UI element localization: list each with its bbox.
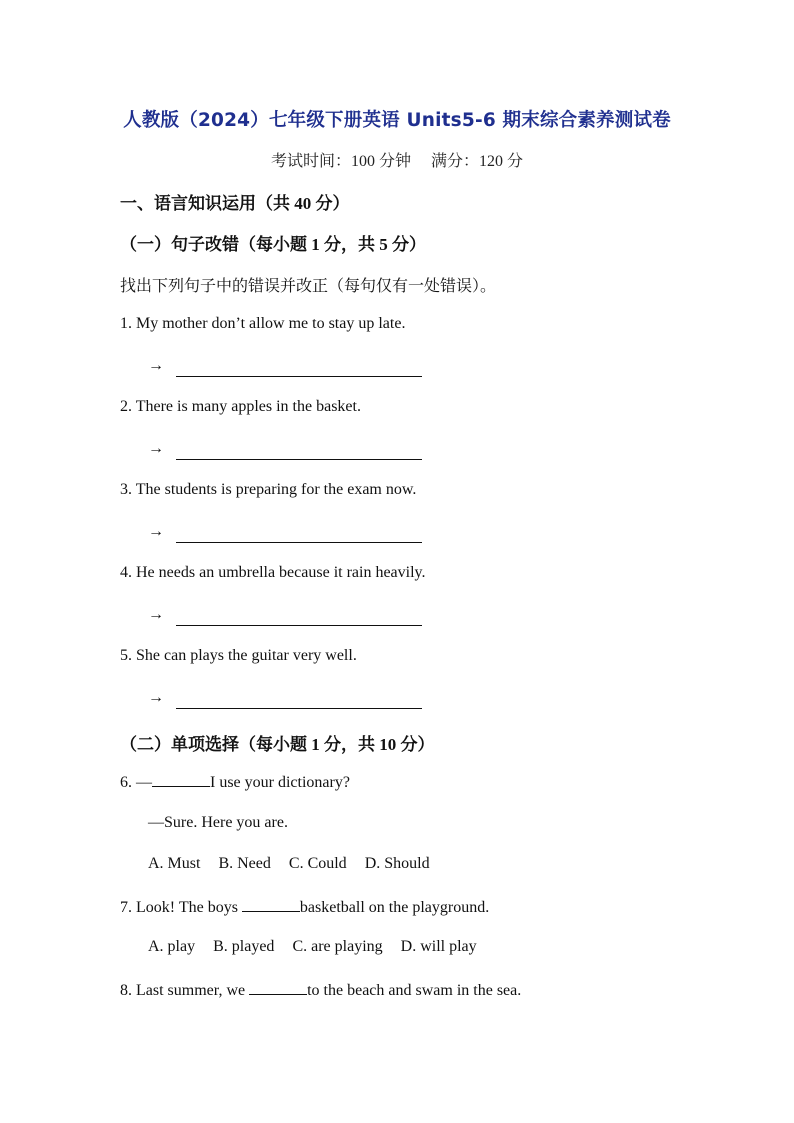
question-5: 5. She can plays the guitar very well. [120,647,357,664]
question-6-suffix: I use your dictionary? [210,774,350,791]
question-2: 2. There is many apples in the basket. [120,398,361,415]
question-7-prefix: 7. Look! The boys [120,899,242,916]
question-7 [120,897,489,917]
question-7-blank[interactable] [242,897,300,912]
section-heading-sentence-correction: （一）句子改错（每小题 1 分，共 5 分） [120,235,426,254]
arrow-icon: → [148,357,164,374]
question-3: 3. The students is preparing for the exam now. [120,481,417,498]
part-heading: 一、语言知识运用（共 40 分） [120,194,350,213]
question-8-suffix: to the beach and swam in the sea. [307,982,522,999]
arrow-icon: → [148,606,164,623]
section-heading-multiple-choice: （二）单项选择（每小题 1 分，共 10 分） [120,735,435,754]
answer-blank[interactable] [176,625,422,626]
option-a[interactable]: A. play [148,938,196,955]
answer-line-1[interactable] [148,357,438,381]
question-6-options [148,855,448,873]
arrow-icon: → [148,440,164,457]
question-8-blank[interactable] [249,980,307,995]
option-b[interactable]: B. played [213,938,275,955]
option-c[interactable]: C. Could [288,855,347,872]
answer-line-2[interactable] [148,440,438,464]
option-d[interactable]: D. Should [364,855,430,872]
option-c[interactable]: C. are playing [292,938,383,955]
exam-title: 人教版（2024）七年级下册英语 Units5-6 期末综合素养测试卷 [123,110,671,131]
question-6-blank[interactable] [152,772,210,787]
section-instruction: 找出下列句子中的错误并改正（每句仅有一处错误）。 [120,278,497,295]
answer-blank[interactable] [176,376,422,377]
question-7-suffix: basketball on the playground. [299,899,490,916]
arrow-icon: → [148,523,164,540]
option-a[interactable]: A. Must [148,855,201,872]
question-4: 4. He needs an umbrella because it rain heavily. [120,564,426,581]
answer-line-4[interactable] [148,606,438,630]
exam-info: 考试时间：100 分钟 满分：120 分 [270,153,523,170]
answer-blank[interactable] [176,708,422,709]
question-7-options [148,938,495,956]
question-6-reply: —Sure. Here you are. [148,814,288,831]
question-8 [120,980,521,1000]
answer-line-5[interactable] [148,689,438,713]
option-d[interactable]: D. will play [400,938,477,955]
arrow-icon: → [148,689,164,706]
answer-blank[interactable] [176,459,422,460]
question-1: 1. My mother don’t allow me to stay up late. [120,315,406,332]
answer-line-3[interactable] [148,523,438,547]
question-6-prefix: 6. — [120,774,152,791]
question-6 [120,772,350,792]
answer-blank[interactable] [176,542,422,543]
option-b[interactable]: B. Need [218,855,271,872]
question-8-prefix: 8. Last summer, we [120,982,250,999]
